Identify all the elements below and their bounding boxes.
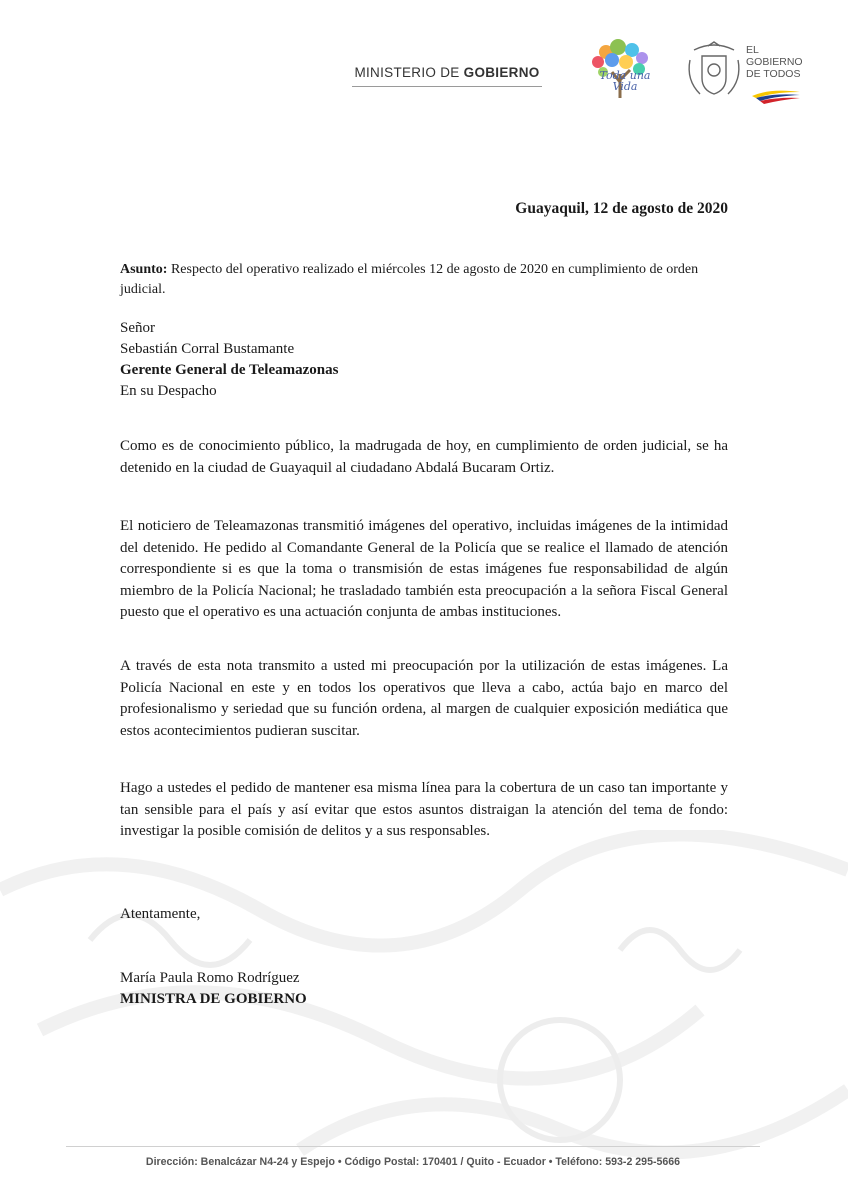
body-paragraph-2: El noticiero de Teleamazonas transmitió imágenes del operativo, incluidas imágenes de la intimidad del detenido. He pedido al Comandante General de la Policía que se realice el llamado de atención correspondiente si es que la toma o transmisión de estas imágenes fue responsabilidad de algún miembro de la Policía Nacional; he trasladado también esta preocupación a la señora Fiscal General puesto que el operativo es una actuación conjunta de ambas instituciones. bbox=[120, 518, 728, 620]
body-paragraph-4: Hago a ustedes el pedido de mantener esa misma línea para la cobertura de un caso tan importante y tan sensible para el país y así evitar que estos asuntos distraigan la atención del tema de fondo: investigar la posible comisión de delitos y a sus responsables. bbox=[120, 780, 728, 839]
addressee-block bbox=[120, 318, 338, 402]
body-paragraph-1: Como es de conocimiento público, la madrugada de hoy, en cumplimiento de orden judicial, se ha detenido en la ciudad de Guayaquil al ciudadano Abdalá Bucaram Ortiz. bbox=[120, 438, 728, 476]
toda-una-vida-label: Toda una Vida bbox=[599, 69, 651, 93]
addressee-location: En su Despacho bbox=[120, 383, 217, 399]
gov-logo-line-2: GOBIERNO bbox=[746, 56, 803, 68]
ecuador-coat-of-arms-icon bbox=[684, 40, 744, 102]
signer-name: María Paula Romo Rodríguez bbox=[120, 970, 300, 986]
signer-title: MINISTRA DE GOBIERNO bbox=[120, 991, 307, 1007]
subject-line bbox=[120, 260, 728, 300]
gov-logo-line-3: DE TODOS bbox=[746, 68, 801, 80]
signer-block bbox=[120, 968, 307, 1010]
letter-date: Guayaquil, 12 de agosto de 2020 bbox=[515, 200, 728, 217]
subject-text: Respecto del operativo realizado el miércoles 12 de agosto de 2020 en cumplimiento de orden judicial. bbox=[120, 262, 699, 297]
ministry-name-bold: GOBIERNO bbox=[463, 65, 540, 80]
body-paragraph-3: A través de esta nota transmito a usted mi preocupación por la utilización de estas imágenes. La Policía Nacional en este y en todos los operativos que lleva a cabo, actúa bajo en marco del profesionalismo y seriedad que su función ordena, al margen de cualquier exposición mediática que estos acontecimientos pudieran suscitar. bbox=[120, 658, 728, 739]
gov-logo-line-1: EL bbox=[746, 44, 759, 56]
addressee-title: Gerente General de Teleamazonas bbox=[120, 362, 339, 378]
ministry-header bbox=[352, 62, 542, 87]
gobierno-de-todos-logo bbox=[746, 44, 816, 80]
footer-divider bbox=[66, 1146, 760, 1147]
flag-swoosh-icon bbox=[750, 88, 802, 104]
subject-label: Asunto: bbox=[120, 262, 168, 277]
ministry-name-light: MINISTERIO DE bbox=[354, 65, 464, 80]
addressee-name: Sebastián Corral Bustamante bbox=[120, 341, 295, 357]
closing: Atentamente, bbox=[120, 906, 201, 922]
footer-address: Dirección: Benalcázar N4-24 y Espejo • Código Postal: 170401 / Quito - Ecuador • Teléfono: 593-2 295-5666 bbox=[145, 1156, 681, 1168]
addressee-salutation: Señor bbox=[120, 320, 155, 336]
